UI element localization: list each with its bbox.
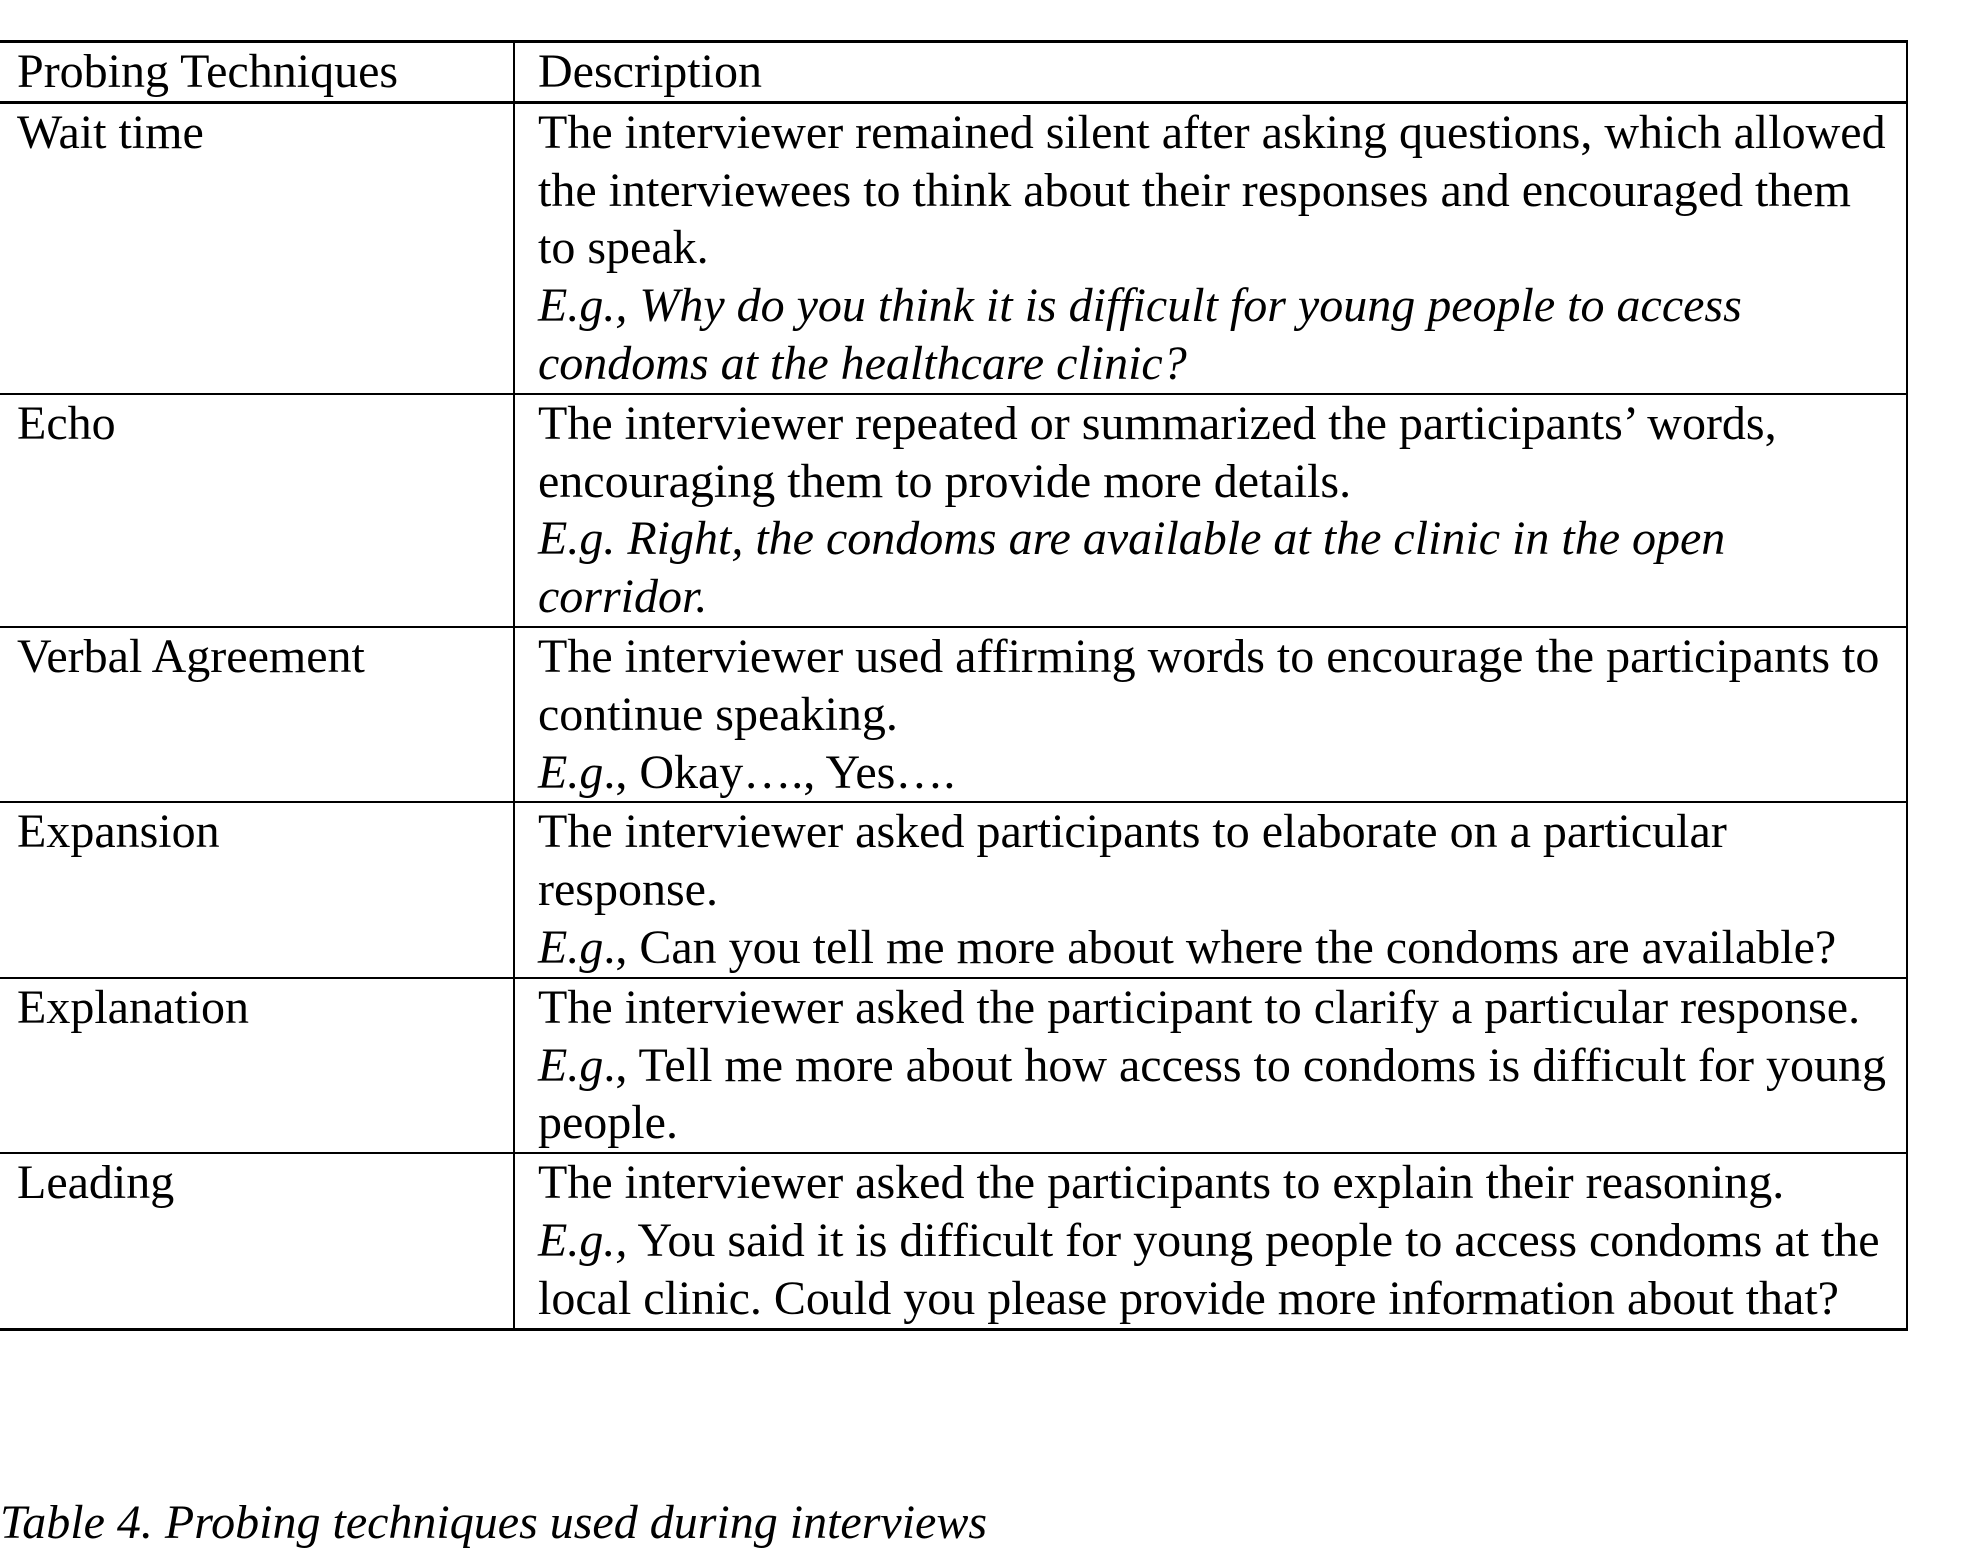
example-text: Right, the condoms are available at the clinic in the open corridor.: [538, 512, 1726, 624]
column-header-description: Description: [514, 42, 1907, 103]
example-text: ., Can you tell me more about where the condoms are available?: [603, 920, 1837, 974]
example-text: ., Okay…., Yes….: [603, 745, 956, 799]
table-row: [0, 102, 1907, 393]
technique-cell: Expansion: [0, 802, 514, 977]
description-cell: [514, 394, 1907, 627]
description-cell: [514, 802, 1907, 977]
description-cell: [514, 1153, 1907, 1329]
description-cell: [514, 978, 1907, 1153]
table-row: [0, 627, 1907, 802]
table-row: [0, 978, 1907, 1153]
table-row: [0, 394, 1907, 627]
example-text: ., Tell me more about how access to condoms is difficult for young people.: [538, 1038, 1886, 1150]
example-prefix: E.g: [538, 920, 604, 974]
example-prefix: E.g.,: [538, 279, 628, 333]
example-text: You said it is difficult for young people to access condoms at the local clinic. Could you please provide more information about that?: [538, 1213, 1880, 1325]
description-text: The interviewer asked the participant to clarify a particular response.: [538, 980, 1861, 1034]
technique-cell: Leading: [0, 1153, 514, 1329]
technique-cell: Verbal Agreement: [0, 627, 514, 802]
description-cell: [514, 627, 1907, 802]
table-header-row: [0, 42, 1907, 103]
probing-techniques-table: [0, 40, 1908, 1331]
table-caption: Table 4. Probing techniques used during interviews: [0, 1496, 988, 1549]
column-header-technique: Probing Techniques: [0, 42, 514, 103]
description-text: The interviewer remained silent after asking questions, which allowed the interviewees to think about their responses and encouraged them to speak.: [538, 105, 1886, 275]
technique-cell: Echo: [0, 394, 514, 627]
table-row: [0, 1153, 1907, 1329]
description-text: The interviewer asked the participants to explain their reasoning.: [538, 1156, 1785, 1210]
description-text: The interviewer asked participants to elaborate on a particular response.: [538, 805, 1727, 917]
example-prefix: E.g: [538, 745, 604, 799]
description-text: The interviewer repeated or summarized the participants’ words, encouraging them to provide more details.: [538, 396, 1777, 508]
technique-cell: Wait time: [0, 102, 514, 393]
description-text: The interviewer used affirming words to encourage the participants to continue speaking.: [538, 629, 1880, 741]
description-cell: [514, 102, 1907, 393]
example-prefix: E.g.,: [538, 1213, 628, 1267]
technique-cell: Explanation: [0, 978, 514, 1153]
example-text: Why do you think it is difficult for young people to access condoms at the healthcare clinic?: [538, 279, 1742, 390]
table-row: [0, 802, 1907, 977]
example-prefix: E.g.: [538, 512, 616, 566]
example-prefix: E.g: [538, 1038, 604, 1092]
